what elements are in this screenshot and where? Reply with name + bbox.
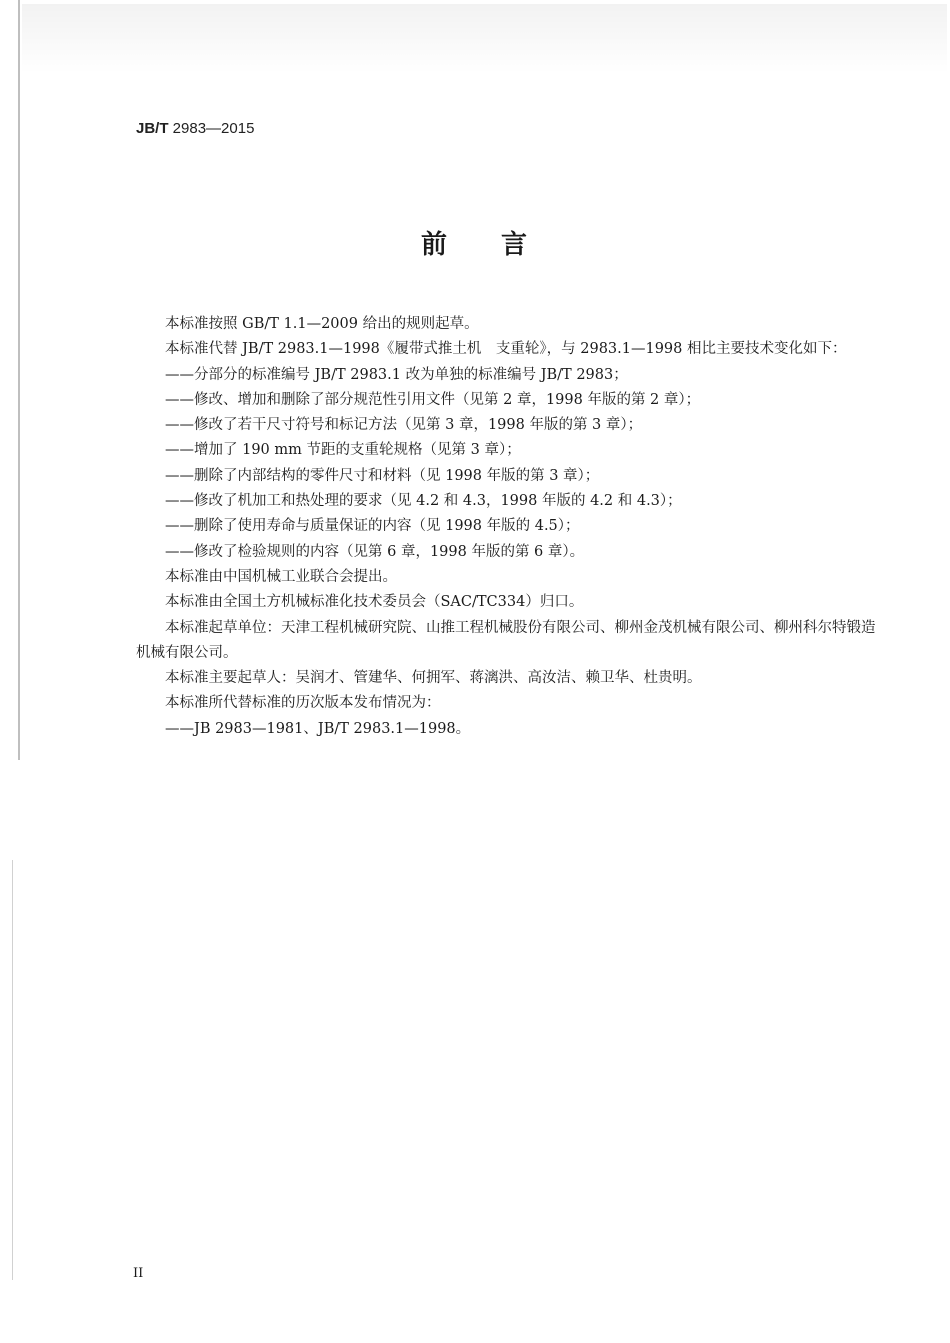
standard-code-number: 2983—2015: [168, 120, 255, 137]
page-title-char-1: 前: [420, 230, 449, 260]
change-item: ——删除了使用寿命与质量保证的内容（见 1998 年版的 4.5）；: [165, 518, 580, 535]
paragraph-history-intro: 本标准所代替标准的历次版本发布情况为：: [165, 695, 441, 712]
paragraph-replaces: 本标准代替 JB/T 2983.1—1998《履带式推土机 支重轮》，与 2983.1—1998 相比主要技术变化如下：: [165, 341, 847, 358]
change-item: ——分部分的标准编号 JB/T 2983.1 改为单独的标准编号 JB/T 2983；: [165, 366, 628, 383]
scan-shadow-top: [22, 4, 947, 74]
change-item: ——修改了检验规则的内容（见第 6 章，1998 年版的第 6 章）。: [165, 543, 585, 560]
paragraph-proposer: 本标准由中国机械工业联合会提出。: [165, 568, 397, 585]
change-item: ——修改、增加和删除了部分规范性引用文件（见第 2 章，1998 年版的第 2 章）；: [165, 391, 701, 408]
standard-code-prefix: JB/T: [136, 120, 169, 137]
paragraph-drafters: 本标准主要起草人：吴润才、管建华、何拥军、蒋漓洪、高汝洁、赖卫华、杜贵明。: [165, 670, 702, 687]
scan-edge-left: [18, 0, 20, 760]
change-item: ——修改了机加工和热处理的要求（见 4.2 和 4.3，1998 年版的 4.2 和 4.3）；: [165, 493, 682, 510]
change-item: ——修改了若干尺寸符号和标记方法（见第 3 章，1998 年版的第 3 章）；: [165, 417, 643, 434]
standard-code-header: [136, 120, 254, 137]
change-item: ——删除了内部结构的零件尺寸和材料（见 1998 年版的第 3 章）；: [165, 467, 600, 484]
foreword-body: [136, 312, 886, 742]
paragraph-drafting-units: 本标准起草单位：天津工程机械研究院、山推工程机械股份有限公司、柳州金茂机械有限公司、柳州科尔特锻造机械有限公司。: [136, 619, 876, 661]
paragraph-committee: 本标准由全国土方机械标准化技术委员会（SAC/TC334）归口。: [165, 594, 584, 611]
change-item: ——增加了 190 mm 节距的支重轮规格（见第 3 章）；: [165, 442, 521, 459]
page-title-char-2: 言: [501, 230, 530, 260]
paragraph-drafting-rules: 本标准按照 GB/T 1.1—2009 给出的规则起草。: [165, 316, 479, 332]
scan-edge-left-lower: [12, 860, 13, 1280]
page-number: II: [133, 1266, 144, 1281]
history-item: ——JB 2983—1981、JB/T 2983.1—1998。: [165, 720, 471, 737]
page-title: [0, 224, 950, 261]
